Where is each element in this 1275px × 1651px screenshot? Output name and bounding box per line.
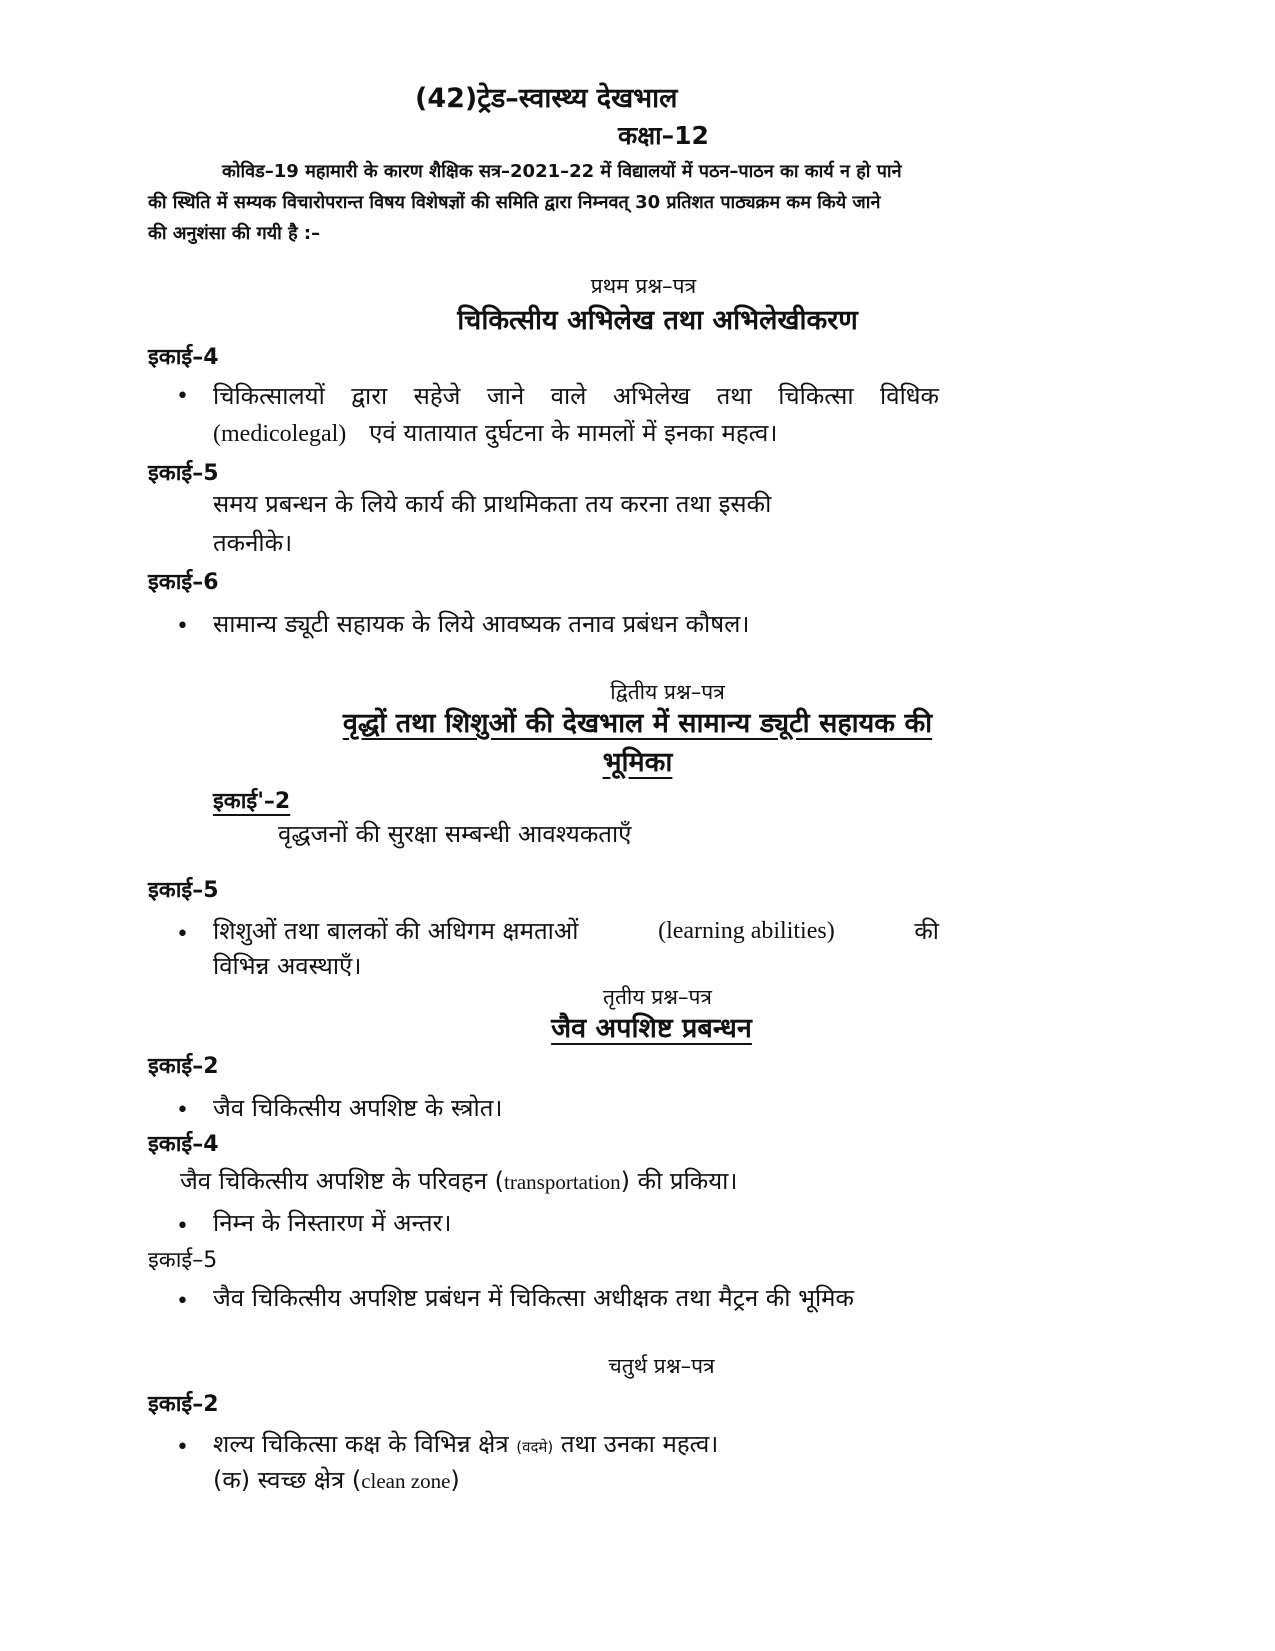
paper2-unit2-label: इकाई'–2 (213, 789, 291, 814)
paper1-unit6-heading: इकाई–6 (148, 570, 219, 595)
paper1-unit4-heading: इकाई–4 (148, 345, 219, 370)
paper4-unit2-line1 (213, 1426, 718, 1466)
paper3-title-text: जैव अपशिष्ट प्रबन्धन (551, 1013, 752, 1044)
paper2-title-text: भूमिका (602, 747, 673, 778)
paper2-unit2-line1: वृद्धजनों की सुरक्षा सम्बन्धी आवश्यकताएँ (278, 820, 632, 848)
paper2-title-line1 (0, 703, 1275, 740)
paper2-title-text: वृद्धों तथा शिशुओं की देखभाल में सामान्य ड्यूटी सहायक की (342, 708, 933, 739)
bullet-icon: • (176, 1435, 189, 1460)
bullet-icon: • (176, 614, 189, 639)
paper1-unit5-line1: समय प्रबन्धन के लिये कार्य की प्राथमिकता तय करना तथा इसकी (213, 490, 772, 518)
paper3-unit4-text: ) की प्रकिया। (620, 1167, 738, 1195)
paper2-unit2-heading (213, 785, 290, 815)
paper1-unit4-line2-text: एवं यातायात दुर्घटना के मामलों में इनका महत्व। (369, 419, 778, 447)
paper3-unit4-line1 (180, 1163, 737, 1201)
intro-line: की स्थिति में सम्यक विचारोपरान्त विषय विशेषज्ञों की समिति द्वारा निम्नवत् 30 प्रतिशत पाठ्यक्रम कम किये जाने (148, 192, 881, 213)
paper2-title-line2 (0, 742, 1275, 779)
paper1-unit4-line2 (213, 415, 777, 453)
paper4-unit2-heading: इकाई–2 (148, 1392, 219, 1417)
paper1-unit6-line1: सामान्य ड्यूटी सहायक के लिये आवष्यक तनाव प्रबंधन कौषल। (213, 610, 750, 638)
paper3-label: तृतीय प्रश्न–पत्र (602, 985, 713, 1009)
paper2-unit5-line1 (213, 913, 939, 950)
paper4-unit2-text: तथा उनका महत्व। (560, 1430, 719, 1458)
intro-line: की अनुशंसा की गयी है :– (148, 223, 321, 244)
paper2-unit5-text: की (914, 917, 939, 945)
paper1-unit5-line2: तकनीके। (213, 529, 293, 557)
english-term: (medicolegal) (213, 421, 347, 447)
bullet-icon: • (176, 922, 189, 947)
paper4-unit2-text: ) (450, 1466, 460, 1494)
bullet-icon: • (176, 1214, 189, 1239)
paper1-unit4-line1: चिकित्सालयों द्वारा सहेजे जाने वाले अभिलेख तथा चिकित्सा विधिक (213, 382, 939, 410)
paper2-label: द्वितीय प्रश्न–पत्र (610, 680, 725, 704)
english-term: transportation (504, 1170, 621, 1194)
class-label: कक्षा–12 (618, 121, 709, 150)
paper4-unit2-text: शल्य चिकित्सा कक्ष के विभिन्न क्षेत्र (213, 1430, 509, 1458)
english-term: (learning abilities) (658, 918, 835, 944)
bullet-icon: • (176, 1098, 189, 1123)
paper4-unit2-small-text: (वदमे) (516, 1438, 554, 1456)
intro-paragraph (148, 156, 1138, 249)
paper2-unit5-heading: इकाई–5 (148, 878, 219, 903)
paper2-unit5-line2: विभिन्न अवस्थाएँ। (213, 952, 362, 980)
paper4-label: चतुर्थ प्रश्न–पत्र (608, 1354, 715, 1378)
paper3-unit4-heading: इकाई–4 (148, 1132, 219, 1157)
document-title: (42)ट्रेड–स्वास्थ्य देखभाल (415, 83, 678, 114)
paper4-unit2-line2 (213, 1462, 460, 1500)
paper3-unit2-line1: जैव चिकित्सीय अपशिष्ट के स्त्रोत। (213, 1094, 503, 1122)
bullet-icon: • (176, 1289, 189, 1314)
paper3-title (0, 1008, 1275, 1045)
paper3-unit5-heading: इकाई–5 (148, 1248, 218, 1273)
paper3-unit5-line1: जैव चिकित्सीय अपशिष्ट प्रबंधन में चिकित्सा अधीक्षक तथा मैट्रन की भूमिक (213, 1284, 854, 1312)
paper1-label: प्रथम प्रश्न–पत्र (590, 274, 697, 298)
paper3-unit4-text: जैव चिकित्सीय अपशिष्ट के परिवहन ( (180, 1167, 505, 1195)
paper1-title: चिकित्सीय अभिलेख तथा अभिलेखीकरण (457, 305, 858, 336)
paper2-unit5-text: शिशुओं तथा बालकों की अधिगम क्षमताओं (213, 917, 579, 945)
intro-line: कोविड–19 महामारी के कारण शैक्षिक सत्र–2021–22 में विद्यालयों में पठन–पाठन का कार्य न हो पाने (222, 161, 902, 182)
paper3-unit4-line2: निम्न के निस्तारण में अन्तर। (213, 1209, 452, 1237)
paper1-unit5-heading: इकाई–5 (148, 461, 219, 486)
bullet-icon: • (176, 384, 189, 409)
paper4-unit2-text: (क) स्वच्छ क्षेत्र ( (213, 1466, 362, 1494)
paper3-unit2-heading: इकाई–2 (148, 1054, 219, 1079)
english-term: clean zone (361, 1469, 451, 1493)
